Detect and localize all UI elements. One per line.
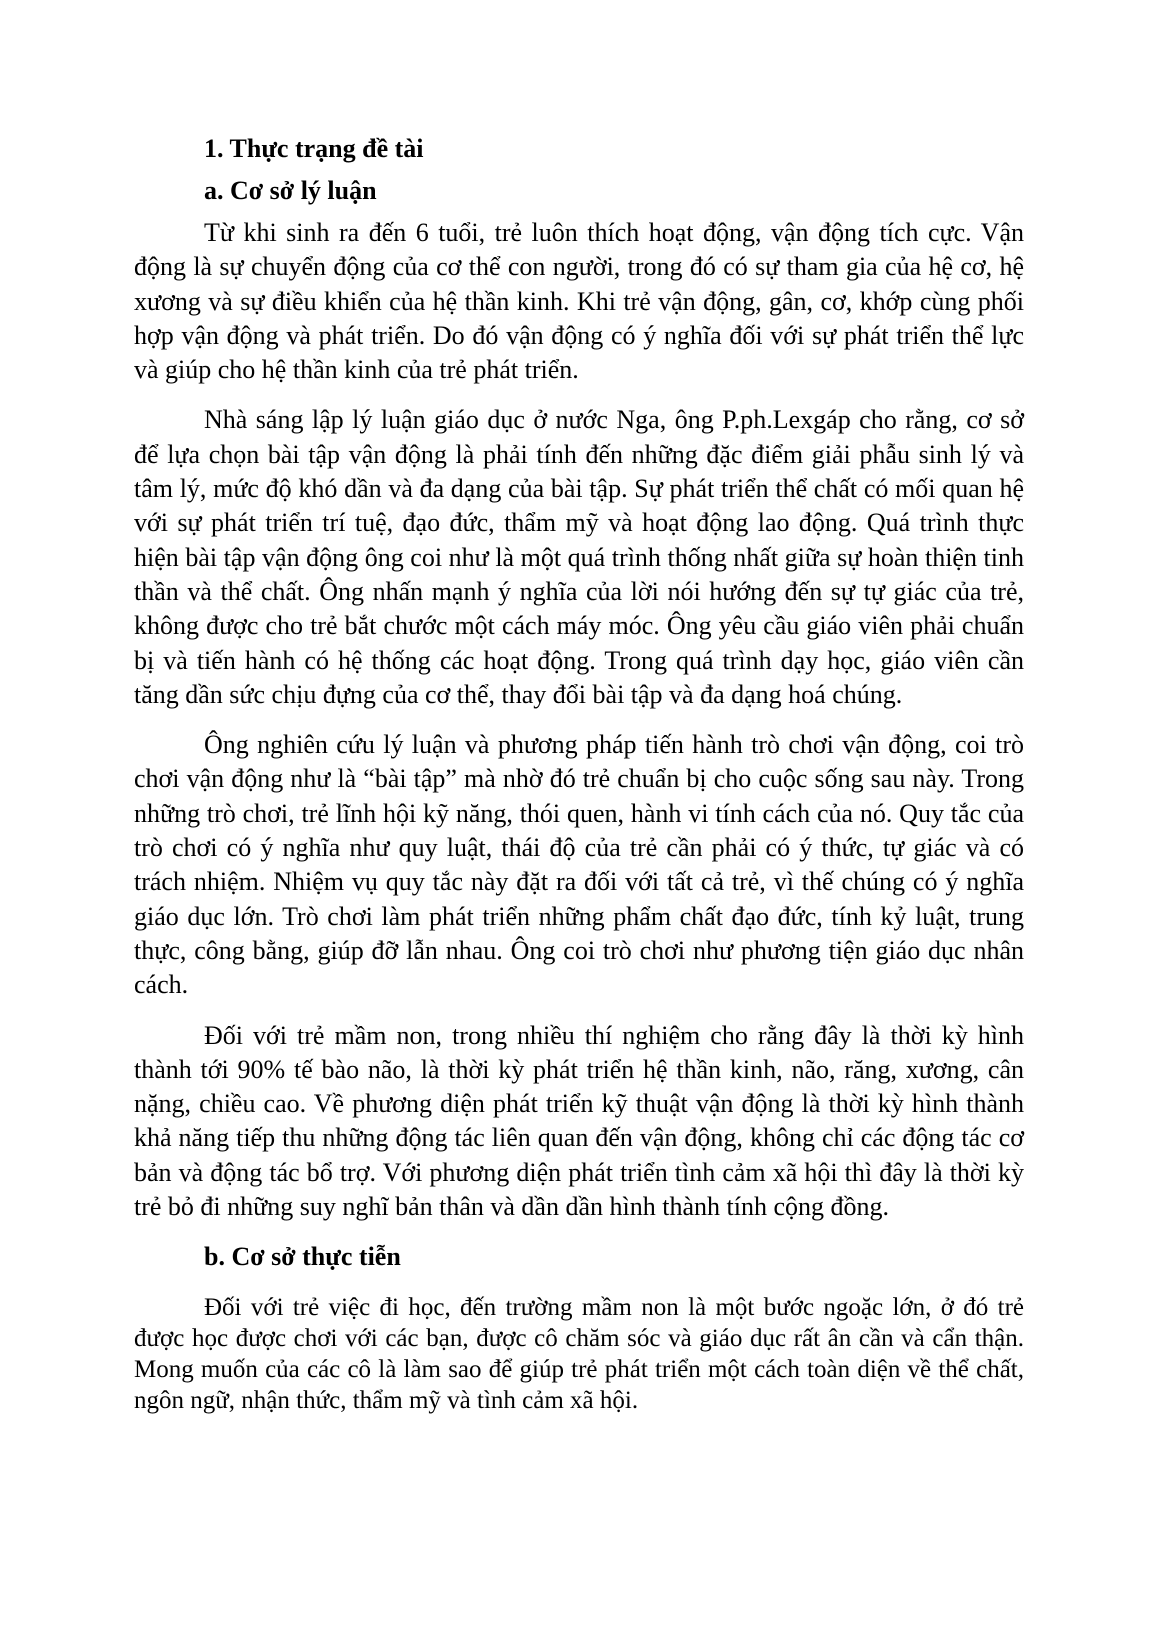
- subsection-heading-b: b. Cơ sở thực tiễn: [204, 1242, 401, 1272]
- paragraph-3: Ông nghiên cứu lý luận và phương pháp tiến hành trò chơi vận động, coi trò chơi vận động như là “bài tập” mà nhờ đó trẻ chuẩn bị cho cuộc sống sau này. Trong những trò chơi, trẻ lĩnh hội kỹ năng, thói quen, hành vi tính cách của nó. Quy tắc của trò chơi có ý nghĩa như quy luật, thái độ của trẻ cần phải có ý thức, tự giác và có trách nhiệm. Nhiệm vụ quy tắc này đặt ra đối với tất cả trẻ, vì thế chúng có ý nghĩa giáo dục lớn. Trò chơi làm phát triển những phẩm chất đạo đức, tính kỷ luật, trung thực, công bằng, giúp đỡ lẫn nhau. Ông coi trò chơi như phương tiện giáo dục nhân cách.: [134, 730, 1024, 1000]
- paragraph-5: Đối với trẻ việc đi học, đến trường mầm non là một bước ngoặc lớn, ở đó trẻ được học được chơi với các bạn, được cô chăm sóc và giáo dục rất ân cần và cẩn thận. Mong muốn của các cô là làm sao để giúp trẻ phát triển một cách toàn diện về thể chất, ngôn ngữ, nhận thức, thẩm mỹ và tình cảm xã hội.: [134, 1294, 1024, 1415]
- paragraph-2: Nhà sáng lập lý luận giáo dục ở nước Nga, ông P.ph.Lexgáp cho rằng, cơ sở để lựa chọn bài tập vận động là phải tính đến những đặc điểm giải phẫu sinh lý và tâm lý, mức độ khó dần và đa dạng của bài tập. Sự phát triển thể chất có mối quan hệ với sự phát triển trí tuệ, đạo đức, thẩm mỹ và hoạt động lao động. Quá trình thực hiện bài tập vận động ông coi như là một quá trình thống nhất giữa sự hoàn thiện tinh thần và thể chất. Ông nhấn mạnh ý nghĩa của lời nói hướng đến sự tự giác của trẻ, không được cho trẻ bắt chước một cách máy móc. Ông yêu cầu giáo viên phải chuẩn bị và tiến hành có hệ thống các hoạt động. Trong quá trình dạy học, giáo viên cần tăng dần sức chịu đựng của cơ thể, thay đổi bài tập và đa dạng hoá chúng.: [134, 405, 1024, 709]
- document-body: [134, 132, 1024, 1432]
- subsection-heading-a: a. Cơ sở lý luận: [204, 176, 377, 205]
- paragraph-1: Từ khi sinh ra đến 6 tuổi, trẻ luôn thích hoạt động, vận động tích cực. Vận động là sự chuyển động của cơ thể con người, trong đó có sự tham gia của hệ cơ, hệ xương và sự điều khiển của hệ thần kinh. Khi trẻ vận động, gân, cơ, khớp cùng phối hợp vận động và phát triển. Do đó vận động có ý nghĩa đối với sự phát triển thể lực và giúp cho hệ thần kinh của trẻ phát triển.: [134, 218, 1024, 385]
- paragraph-4: Đối với trẻ mầm non, trong nhiều thí nghiệm cho rằng đây là thời kỳ hình thành tới 90% tế bào não, là thời kỳ phát triển hệ thần kinh, não, răng, xương, cân nặng, chiều cao. Về phương diện phát triển kỹ thuật vận động là thời kỳ hình thành khả năng tiếp thu những động tác liên quan đến vận động, không chỉ các động tác cơ bản và động tác bổ trợ. Với phương diện phát triển tình cảm xã hội thì đây là thời kỳ trẻ bỏ đi những suy nghĩ bản thân và dần dần hình thành tính cộng đồng.: [134, 1020, 1024, 1222]
- section-heading-1: 1. Thực trạng đề tài: [204, 134, 424, 163]
